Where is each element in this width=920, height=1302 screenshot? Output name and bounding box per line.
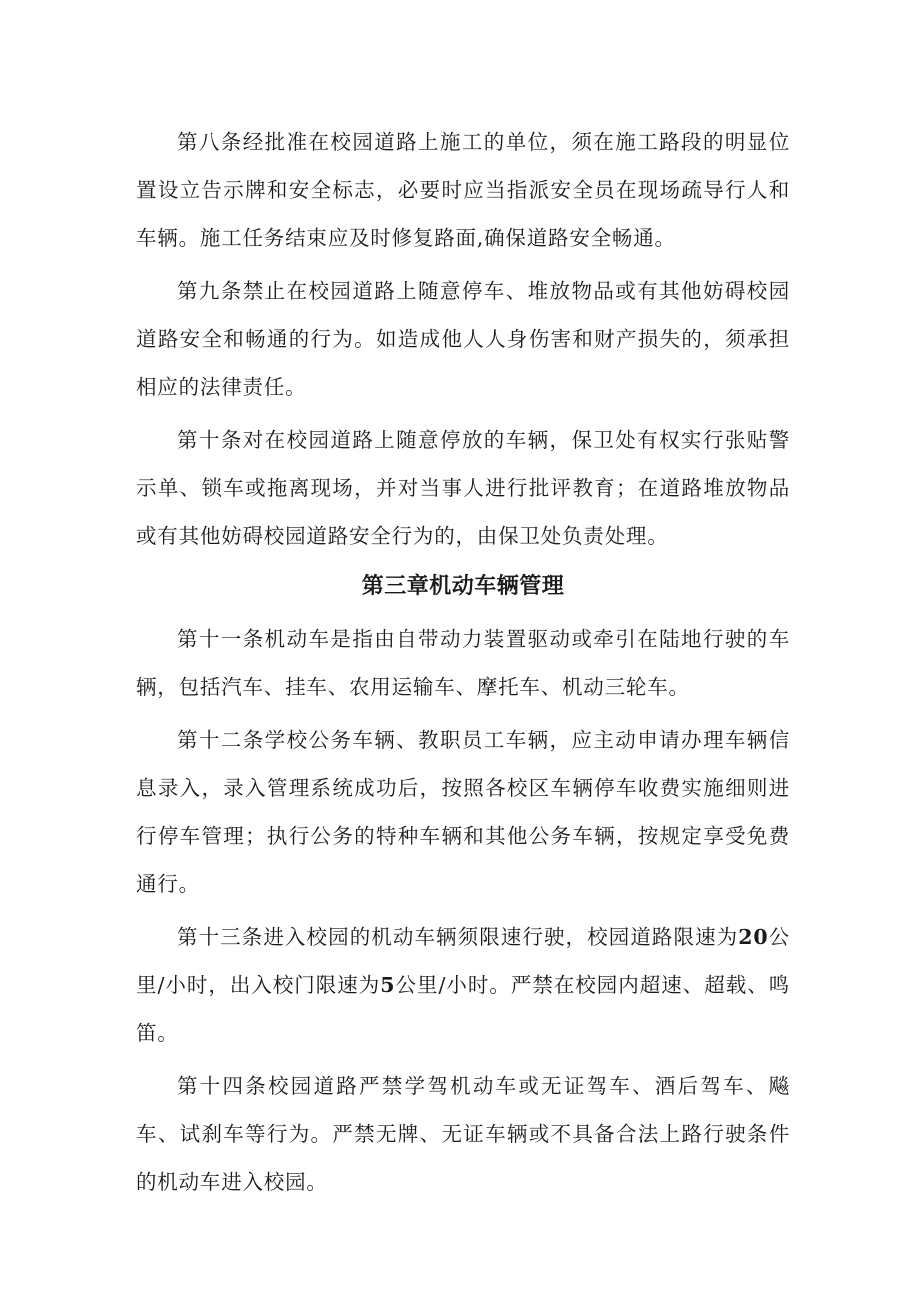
article-9: 第九条禁止在校园道路上随意停车、堆放物品或有其他妨碍校园道路安全和畅通的行为。如造成他人人身伤害和财产损失的，须承担相应的法律责任。 — [136, 279, 790, 399]
article-13-text-2: 公里/小时，出入校门限速为 — [136, 925, 790, 997]
road-speed-limit: 20 — [738, 925, 769, 949]
article-13-text-3: 公里/小时。严禁在校园内超速、超载、鸣笛。 — [136, 973, 790, 1045]
article-10: 第十条对在校园道路上随意停放的车辆，保卫处有权实行张贴警示单、锁车或拖离现场，并对当事人进行批评教育；在道路堆放物品或有其他妨碍校园道路安全行为的，由保卫处负责处理。 — [136, 428, 790, 548]
gate-speed-limit: 5 — [380, 973, 396, 997]
article-8: 第八条经批准在校园道路上施工的单位，须在施工路段的明显位置设立告示牌和安全标志，必要时应当指派安全员在现场疏导行人和车辆。施工任务结束应及时修复路面,确保道路安全畅通。 — [136, 130, 790, 250]
article-13 — [136, 913, 790, 1057]
document-body — [136, 118, 790, 1206]
article-14: 第十四条校园道路严禁学驾机动车或无证驾车、酒后驾车、飚车、试刹车等行为。严禁无牌、无证车辆或不具备合法上路行驶条件的机动车进入校园。 — [136, 1074, 790, 1194]
article-12: 第十二条学校公务车辆、教职员工车辆，应主动申请办理车辆信息录入，录入管理系统成功后，按照各校区车辆停车收费实施细则进行停车管理；执行公务的特种车辆和其他公务车辆，按规定享受免费通行。 — [136, 728, 790, 896]
article-11: 第十一条机动车是指由自带动力装置驱动或牵引在陆地行驶的车辆，包括汽车、挂车、农用运输车、摩托车、机动三轮车。 — [136, 627, 790, 699]
chapter-3-title: 第三章机动车辆管理 — [361, 574, 565, 599]
article-13-text-1: 第十三条进入校园的机动车辆须限速行驶，校园道路限速为 — [177, 925, 739, 949]
